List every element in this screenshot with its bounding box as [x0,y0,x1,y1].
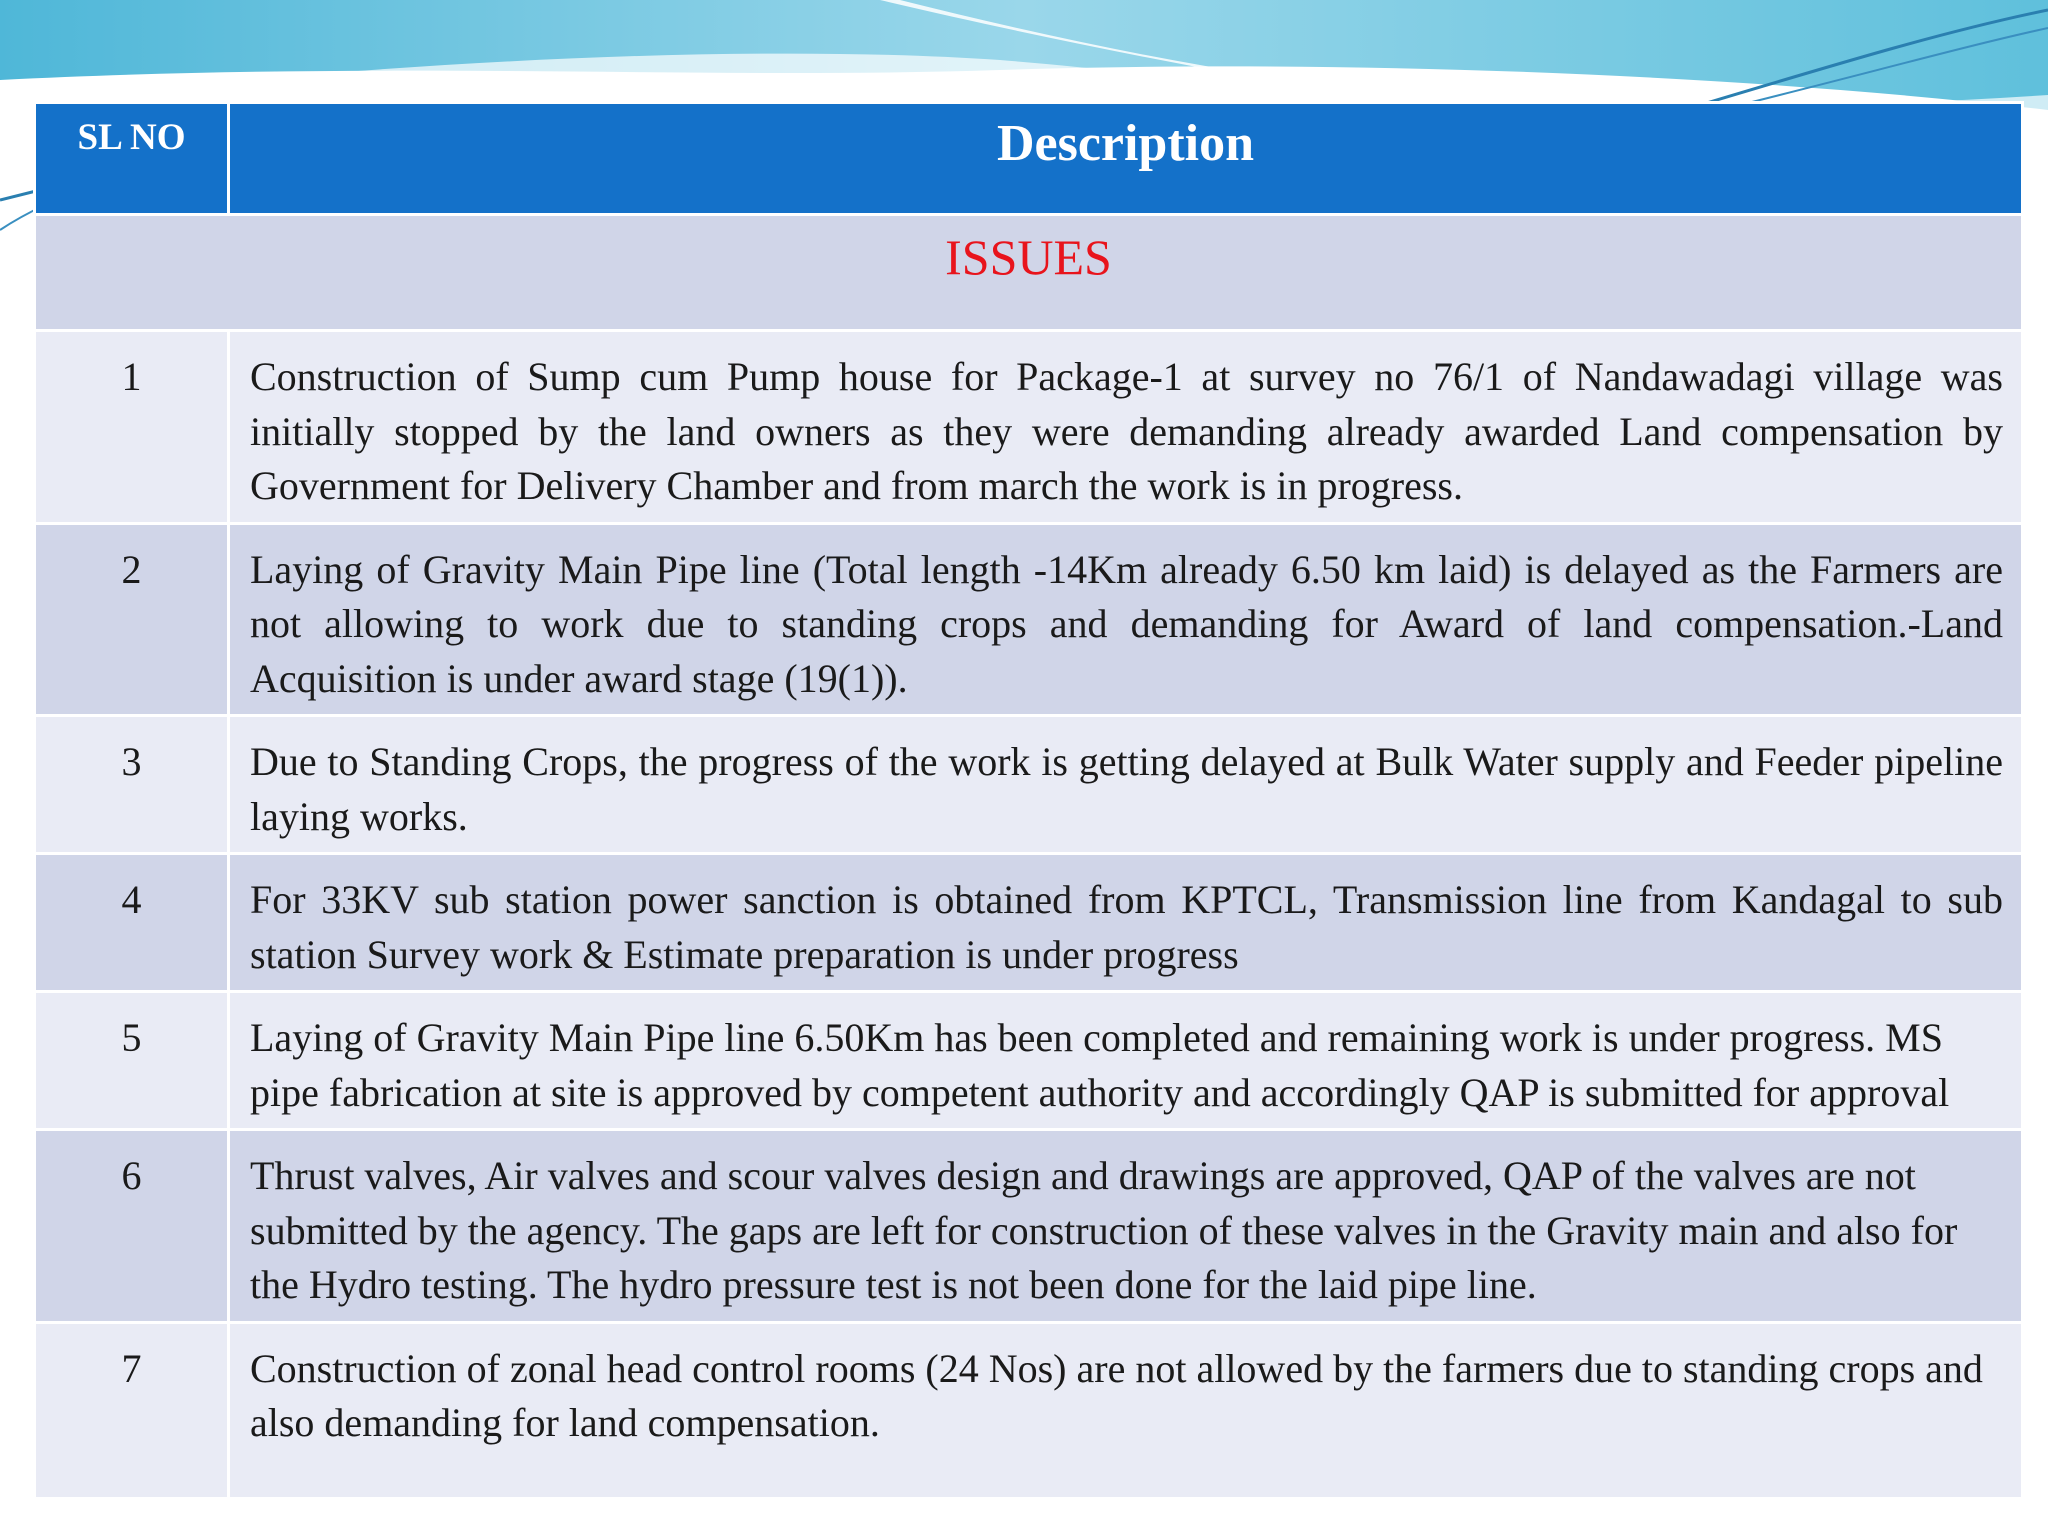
table-row [35,1130,2023,1323]
issues-table [33,101,2024,1500]
table-row [35,331,2023,524]
row-sl-number: 5 [35,992,229,1130]
table-row [35,1322,2023,1498]
table-row [35,523,2023,716]
header-sl-no: SL NO [35,103,229,215]
section-title-issues: ISSUES [35,215,2023,331]
row-description: Construction of Sump cum Pump house for Package-1 at survey no 76/1 of Nandawadagi village was initially stopped by the land owners as they were demanding already awarded Land compensation by Government for Delivery Chamber and from march the work is in progress. [229,331,2023,524]
row-description: For 33KV sub station power sanction is obtained from KPTCL, Transmission line from Kandagal to sub station Survey work & Estimate preparation is under progress [229,854,2023,992]
row-description: Laying of Gravity Main Pipe line (Total length -14Km already 6.50 km laid) is delayed as the Farmers are not allowing to work due to standing crops and demanding for Award of land compensation.-Land Acquisition is under award stage (19(1)). [229,523,2023,716]
table-row [35,992,2023,1130]
table-row [35,854,2023,992]
row-description: Thrust valves, Air valves and scour valves design and drawings are approved, QAP of the valves are not submitted by the agency. The gaps are left for construction of these valves in the Gravity main and also for the Hydro testing. The hydro pressure test is not been done for the laid pipe line. [229,1130,2023,1323]
row-description: Due to Standing Crops, the progress of the work is getting delayed at Bulk Water supply and Feeder pipeline laying works. [229,716,2023,854]
table-header-row [35,103,2023,215]
row-description: Laying of Gravity Main Pipe line 6.50Km has been completed and remaining work is under progress. MS pipe fabrication at site is approved by competent authority and accordingly QAP is submitted for approval [229,992,2023,1130]
header-description: Description [229,103,2023,215]
section-row [35,215,2023,331]
table-row [35,716,2023,854]
row-sl-number: 4 [35,854,229,992]
row-sl-number: 3 [35,716,229,854]
row-sl-number: 1 [35,331,229,524]
row-sl-number: 2 [35,523,229,716]
row-sl-number: 7 [35,1322,229,1498]
row-sl-number: 6 [35,1130,229,1323]
row-description: Construction of zonal head control rooms (24 Nos) are not allowed by the farmers due to standing crops and also demanding for land compensation. [229,1322,2023,1498]
